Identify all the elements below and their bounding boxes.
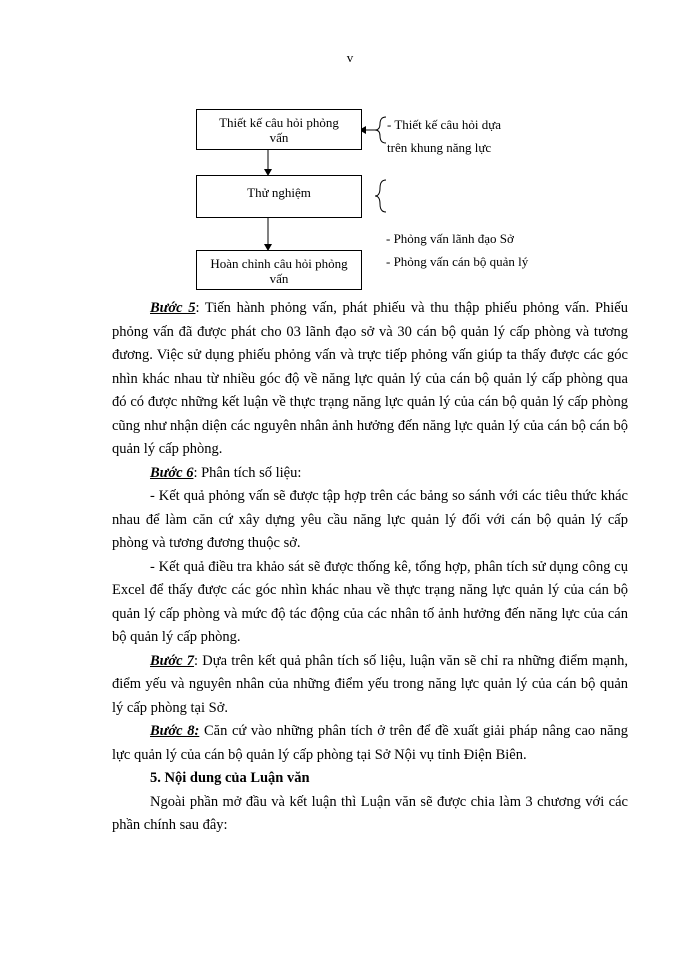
- paragraph-step6: [112, 462, 628, 486]
- paragraph-step6-item2: - Kết quả điều tra khảo sát sẽ được thống kê, tổng hợp, phân tích sử dụng công cụ Excel để thấy được các góc nhìn khác nhau về thực trạng năng lực quản lý của cán bộ quản lý cấp phòng và mức độ tác động của các nhân tố ảnh hưởng đến năng lực của cán bộ quản lý cấp phòng.: [112, 558, 628, 645]
- step5-text: : Tiến hành phỏng vấn, phát phiếu và thu thập phiếu phỏng vấn. Phiếu phỏng vấn đã được phát cho 03 lãnh đạo sở và 30 cán bộ quản lý cấp phòng và tương đương. Việc sử dụng phiếu phỏng vấn và trực tiếp phỏng vấn giúp ta thấy được các góc nhìn khác nhau từ nhiều góc độ về năng lực quản lý của cán bộ quản lý cấp phòng qua đó có được những kết luận về thực trạng năng lực quản lý của cán bộ quản lý cấp phòng cũng như nhận diện các nguyên nhân ảnh hưởng đến năng lực quản lý của cán bộ cán bộ quản lý cấp phòng.: [112, 300, 628, 457]
- paragraph-step7: [112, 650, 628, 721]
- step8-label: Bước 8:: [150, 723, 200, 739]
- page-number: v: [346, 50, 354, 65]
- flow-note-interview-targets: - Phỏng vấn lãnh đạo Sở - Phỏng vấn cán bộ quản lý: [386, 231, 529, 269]
- step7-label: Bước 7: [150, 652, 195, 669]
- step5-label: Bước 5: [150, 300, 196, 316]
- paragraph-step5: [112, 297, 628, 462]
- body-text: [112, 297, 628, 838]
- section5-heading: 5. Nội dung của Luận văn: [150, 770, 310, 786]
- step6-label: Bước 6: [150, 464, 194, 481]
- paragraph-step8: [112, 720, 628, 767]
- step6-text: : Phân tích số liệu:: [193, 464, 302, 481]
- flow-box-finalize-questions: Hoàn chỉnh câu hỏi phỏng vấn: [196, 250, 362, 290]
- step7-text: : Dựa trên kết quả phân tích số liệu, luận văn sẽ chỉ ra những điểm mạnh, điểm yếu và nguyên nhân của những điểm yếu trong năng lực quản lý của cán bộ quản lý cấp phòng tại Sở.: [112, 652, 629, 716]
- paragraph-section5: Ngoài phần mở đầu và kết luận thì Luận văn sẽ được chia làm 3 chương với các phần chính sau đây:: [112, 793, 628, 833]
- step8-text: Căn cứ vào những phân tích ở trên để đề xuất giải pháp nâng cao năng lực quản lý của cán bộ quản lý cấp phòng tại Sở Nội vụ tỉnh Điện Biên.: [112, 723, 629, 763]
- flow-box-testing: Thử nghiệm: [196, 175, 362, 218]
- brace-note1: [375, 117, 386, 143]
- paragraph-step6-item1: - Kết quả phỏng vấn sẽ được tập hợp trên các bảng so sánh với các tiêu thức khác nhau để làm căn cứ xây dựng yêu cầu năng lực quản lý đối với cán bộ quản lý cấp phòng và tương đương thuộc sở.: [112, 488, 628, 551]
- flow-note-design-basis: - Thiết kế câu hỏi dựa trên khung năng lực: [387, 117, 502, 155]
- flow-box-design-questions: Thiết kế câu hỏi phỏng vấn: [196, 109, 362, 150]
- brace-box2: [375, 180, 386, 212]
